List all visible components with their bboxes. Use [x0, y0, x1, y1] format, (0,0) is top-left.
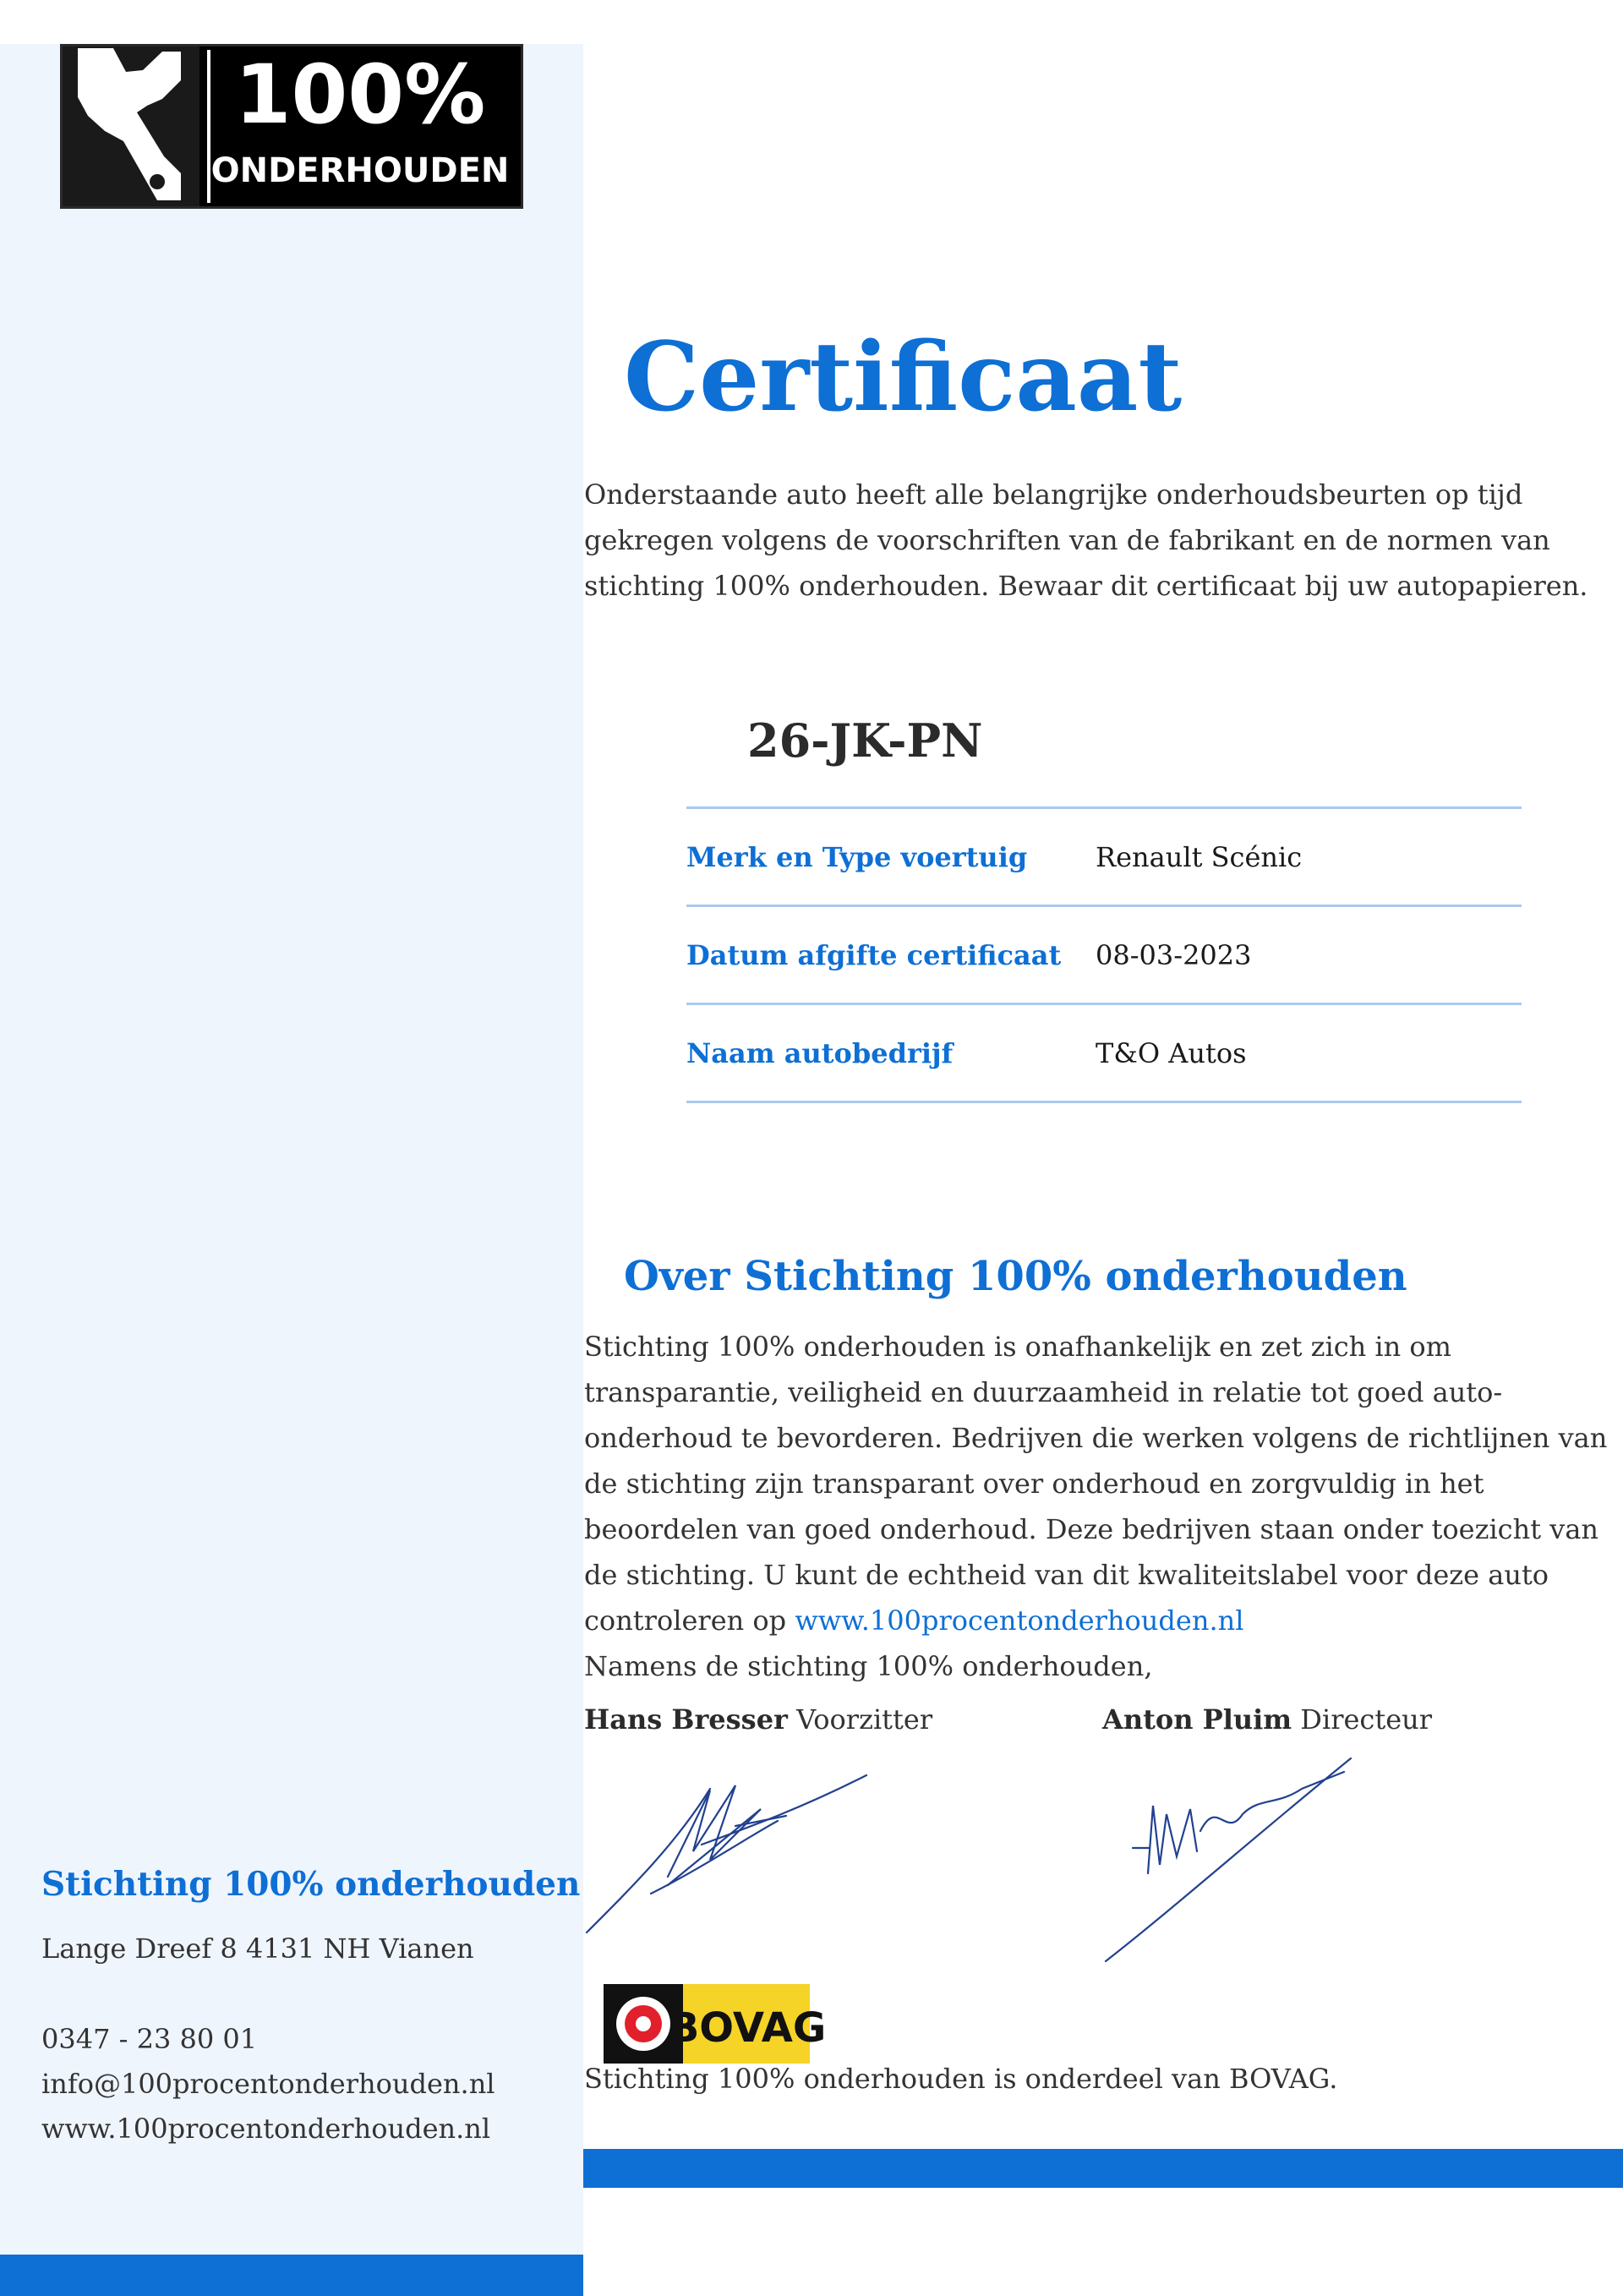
sidebar-bottom-bar: [0, 2255, 583, 2296]
sidebar-contact: [41, 2017, 495, 2151]
signatory-role: Directeur: [1300, 1703, 1433, 1736]
detail-label: Merk en Type voertuig: [686, 840, 1028, 873]
detail-row-vehicle: [686, 809, 1522, 907]
logo-text-bottom: ONDERHOUDEN: [210, 151, 510, 190]
detail-value: Renault Scénic: [1096, 840, 1303, 873]
logo-text-top: 100%: [234, 47, 486, 142]
signatory-name: Hans Bresser: [584, 1703, 788, 1736]
signatory-role: Voorzitter: [796, 1703, 933, 1736]
detail-row-garage: [686, 1005, 1522, 1103]
detail-label: Naam autobedrijf: [686, 1036, 954, 1069]
signatory-1: [584, 1703, 932, 1736]
bovag-logo: [604, 1984, 827, 2064]
bovag-text: Stichting 100% onderhouden is onderdeel van BOVAG.: [584, 2063, 1338, 2095]
detail-value: 08-03-2023: [1096, 938, 1252, 971]
about-body: Stichting 100% onderhouden is onafhankelijk en zet zich in om transparantie, veiligheid en duurzaamheid in relatie tot goed auto-onderhoud te bevorderen. Bedrijven die werken volgens de richtlijnen van de stichting zijn transparant over onderhoud en zorgvuldig in het beoordelen van goed onderhoud. Deze bedrijven staan onder toezicht van de stichting. U kunt de echtheid van dit kwaliteitslabel voor deze auto controleren op: [584, 1331, 1608, 1637]
onderhouden-logo: [60, 44, 523, 209]
page-title: Certificaat: [624, 322, 1183, 433]
sidebar-email[interactable]: info@100procentonderhouden.nl: [41, 2068, 495, 2100]
details-table: [686, 806, 1522, 1103]
sidebar-website[interactable]: www.100procentonderhouden.nl: [41, 2113, 491, 2145]
license-plate: 26-JK-PN: [747, 713, 983, 768]
signatory-name: Anton Pluim: [1102, 1703, 1292, 1736]
detail-row-date: [686, 907, 1522, 1005]
about-heading: Over Stichting 100% onderhouden: [624, 1253, 1407, 1300]
verify-link[interactable]: www.100procentonderhouden.nl: [795, 1604, 1244, 1637]
about-closing: Namens de stichting 100% onderhouden,: [584, 1650, 1153, 1682]
sidebar-phone: 0347 - 23 80 01: [41, 2023, 258, 2055]
signature-anton-pluim: [1099, 1747, 1352, 1966]
intro-text: Onderstaande auto heeft alle belangrijke onderhoudsbeurten op tijd gekregen volgens de voorschriften van de fabrikant en de normen van stichting 100% onderhouden. Bewaar dit certificaat bij uw autopapieren.: [584, 478, 1588, 602]
signatory-2: [1102, 1703, 1432, 1736]
sidebar-heading: Stichting 100% onderhouden: [41, 1865, 581, 1904]
signature-hans-bresser: [583, 1767, 871, 1936]
about-text: [584, 1324, 1623, 1689]
detail-label: Datum afgifte certificaat: [686, 938, 1062, 971]
detail-value: T&O Autos: [1096, 1036, 1247, 1069]
sidebar-address: Lange Dreef 8 4131 NH Vianen: [41, 1932, 474, 1965]
main-bottom-bar: [583, 2149, 1623, 2188]
bovag-logo-text: BOVAG: [668, 2004, 827, 2052]
